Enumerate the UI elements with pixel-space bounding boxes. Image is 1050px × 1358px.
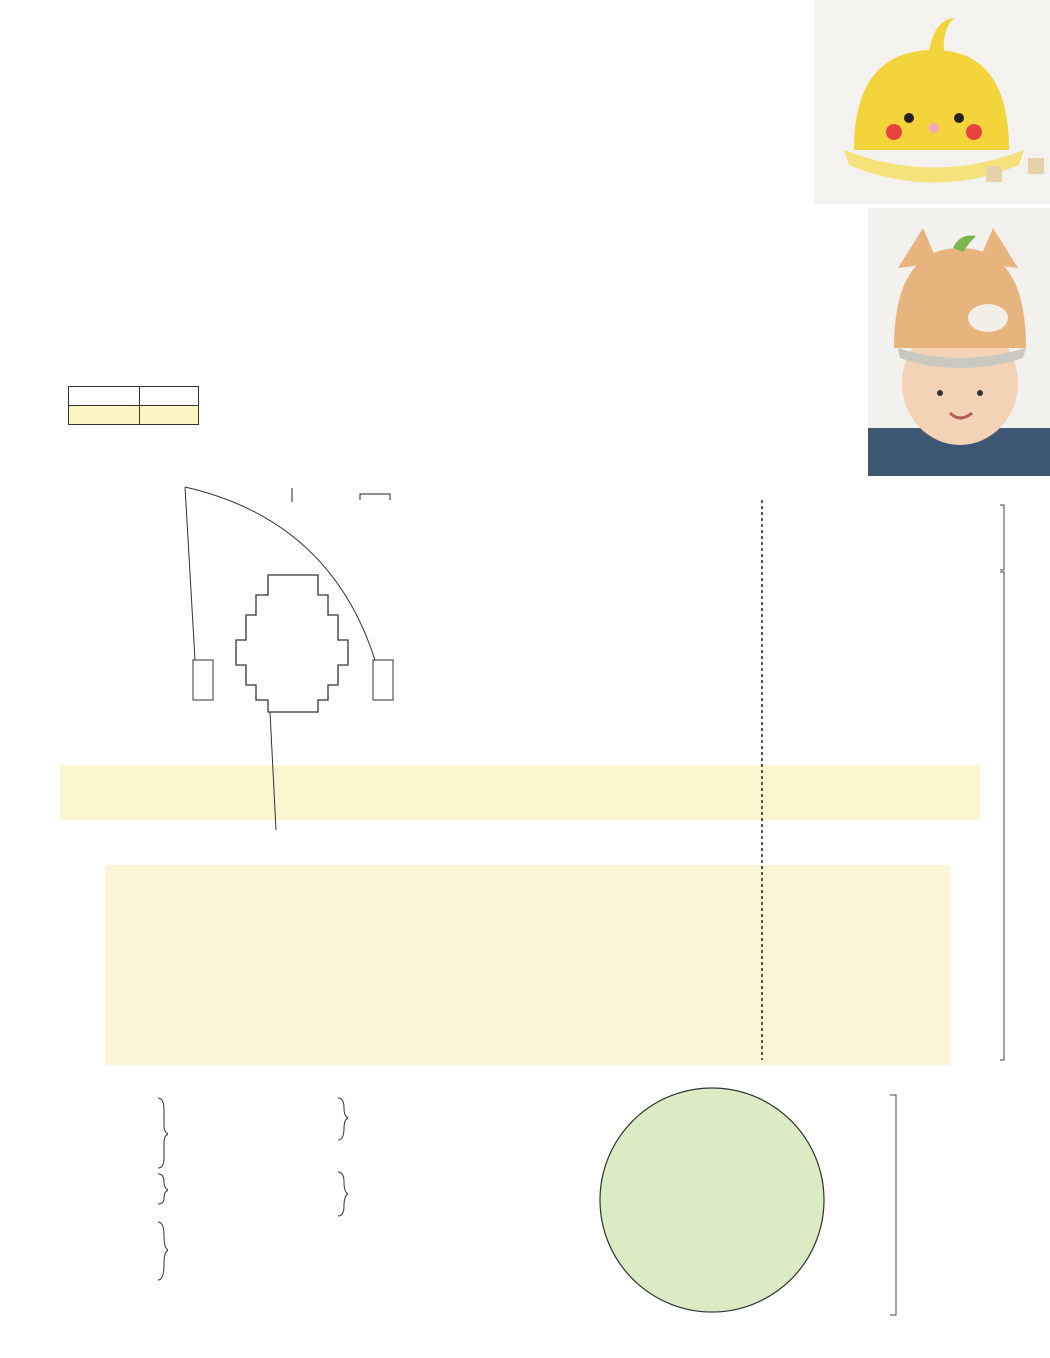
row-braces-left xyxy=(156,1096,168,1296)
eye-pointer xyxy=(185,487,375,660)
eye-marker xyxy=(193,660,213,700)
eye-pointer xyxy=(185,487,195,660)
hdc-bracket xyxy=(1000,572,1004,1060)
row-braces-right xyxy=(336,1096,348,1236)
nose-outline xyxy=(236,575,348,712)
eye-marker xyxy=(373,660,393,700)
crown-circle xyxy=(600,1088,824,1312)
sc-bracket xyxy=(890,1095,896,1315)
band-hdc-top xyxy=(60,765,980,820)
green-bracket xyxy=(1000,505,1004,570)
pattern-bracket xyxy=(360,494,390,500)
band-hdc-bottom xyxy=(105,865,950,1065)
